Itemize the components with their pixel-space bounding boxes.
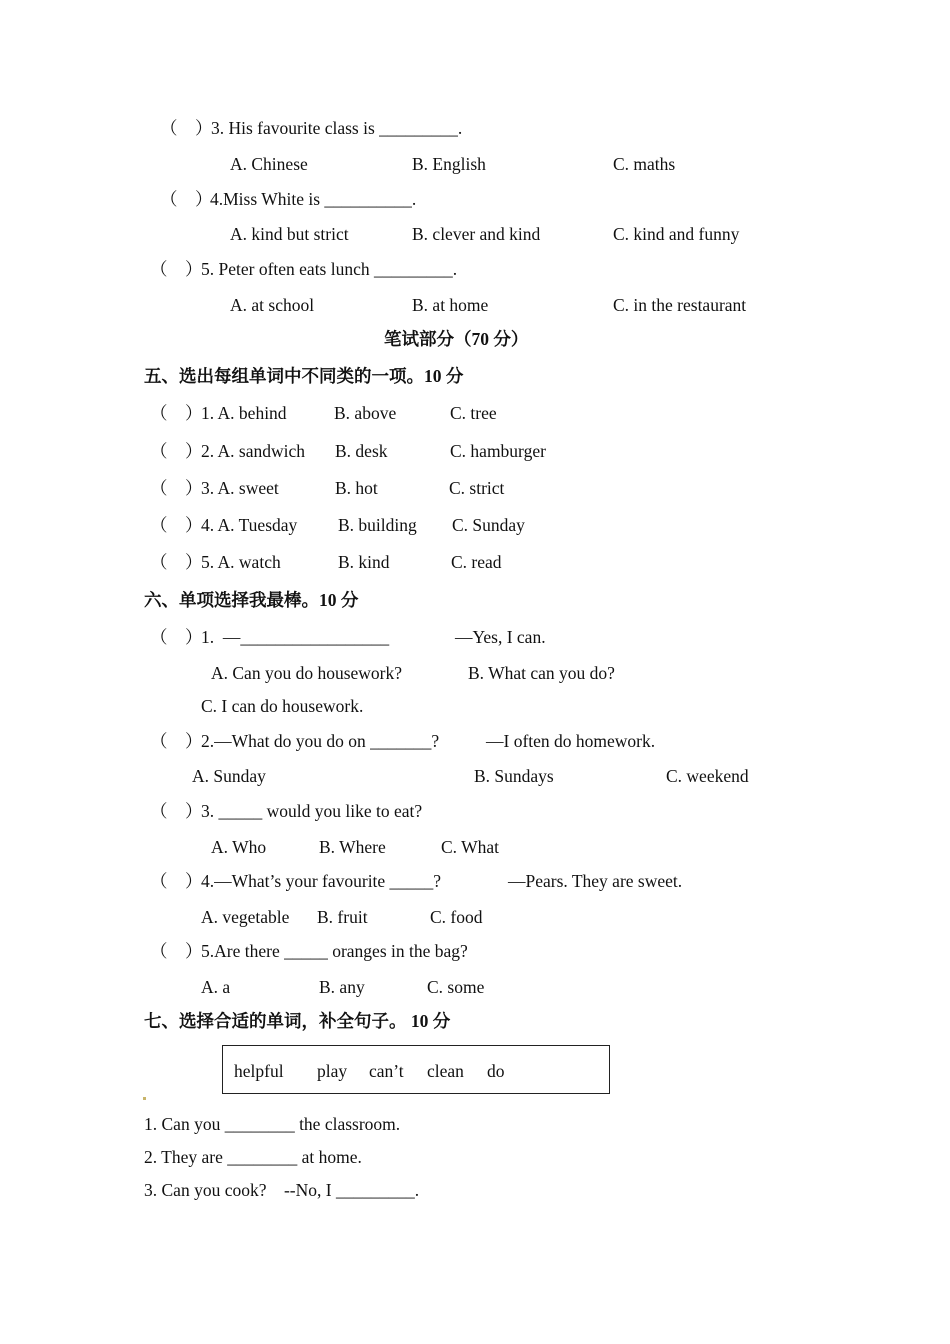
question-stem: 2. A. sandwich <box>201 441 306 461</box>
fill-sentence: 2. They are ________ at home. <box>144 1147 362 1167</box>
question-paren: （ ） <box>150 403 203 423</box>
option-b: B. English <box>412 154 486 174</box>
option-a: A. at school <box>230 295 315 315</box>
question-paren: （ ） <box>150 871 203 891</box>
word-bank-word: can’t <box>369 1061 404 1081</box>
word-bank-word: clean <box>427 1061 464 1081</box>
question-paren: （ ） <box>150 801 203 821</box>
option-b: B. building <box>338 515 417 535</box>
option-b: B. What can you do? <box>468 663 615 683</box>
option-b: B. desk <box>335 441 388 461</box>
question-stem: 4. A. Tuesday <box>201 515 298 535</box>
word-bank-word: do <box>487 1061 505 1081</box>
question-paren: （ ） <box>150 441 203 461</box>
option-c: C. I can do housework. <box>201 696 364 716</box>
option-c: C. read <box>451 552 502 572</box>
option-a: A. Sunday <box>192 766 266 786</box>
option-b: B. hot <box>335 478 378 498</box>
option-a: A. Can you do housework? <box>211 663 403 683</box>
question-stem: 4.Miss White is __________. <box>210 189 417 209</box>
question-stem: 4.—What’s your favourite _____? <box>201 871 442 891</box>
word-bank-word: play <box>317 1061 348 1081</box>
option-c: C. What <box>441 837 500 857</box>
question-paren: （ ） <box>150 627 203 647</box>
question-paren: （ ） <box>160 118 213 138</box>
question-stem: 3. A. sweet <box>201 478 279 498</box>
option-b: B. any <box>319 977 365 997</box>
question-stem: 3. His favourite class is _________. <box>211 118 463 138</box>
option-b: B. clever and kind <box>412 224 541 244</box>
option-b: B. fruit <box>317 907 368 927</box>
option-b: B. Where <box>319 837 386 857</box>
option-a: A. kind but strict <box>230 224 349 244</box>
question-paren: （ ） <box>150 552 203 572</box>
question-paren: （ ） <box>150 259 203 279</box>
question-stem: 5. Peter often eats lunch _________. <box>201 259 458 279</box>
option-c: C. in the restaurant <box>613 295 747 315</box>
option-c: C. hamburger <box>450 441 546 461</box>
question-paren: （ ） <box>160 189 213 209</box>
option-a: A. Who <box>211 837 267 857</box>
stray-mark <box>143 1097 146 1100</box>
word-bank-word: helpful <box>234 1061 284 1081</box>
option-c: C. weekend <box>666 766 749 786</box>
question-stem: 3. _____ would you like to eat? <box>201 801 423 821</box>
option-b: B. kind <box>338 552 390 572</box>
option-c: C. Sunday <box>452 515 525 535</box>
question-paren: （ ） <box>150 731 203 751</box>
section-7-title: 七、选择合适的单词，补全句子。 10 分 <box>144 1011 451 1031</box>
option-b: B. at home <box>412 295 489 315</box>
written-part-title: 笔试部分（70 分） <box>384 329 529 349</box>
option-a: A. vegetable <box>201 907 290 927</box>
dialog-answer: —Yes, I can. <box>455 627 546 647</box>
fill-sentence: 1. Can you ________ the classroom. <box>144 1114 401 1134</box>
dialog-answer: —I often do homework. <box>486 731 656 751</box>
question-paren: （ ） <box>150 478 203 498</box>
option-b: B. Sundays <box>474 766 554 786</box>
question-stem: 1. —_________________ <box>201 627 390 647</box>
option-c: C. food <box>430 907 483 927</box>
fill-sentence: 3. Can you cook? --No, I _________. <box>144 1180 420 1200</box>
question-stem: 5. A. watch <box>201 552 281 572</box>
option-c: C. some <box>427 977 485 997</box>
option-a: A. a <box>201 977 231 997</box>
question-paren: （ ） <box>150 515 203 535</box>
question-paren: （ ） <box>150 941 203 961</box>
question-stem: 5.Are there _____ oranges in the bag? <box>201 941 468 961</box>
option-c: C. strict <box>449 478 505 498</box>
option-c: C. tree <box>450 403 497 423</box>
option-c: C. maths <box>613 154 676 174</box>
option-c: C. kind and funny <box>613 224 740 244</box>
option-a: A. Chinese <box>230 154 308 174</box>
section-6-title: 六、单项选择我最棒。10 分 <box>144 590 359 610</box>
option-b: B. above <box>334 403 397 423</box>
dialog-answer: —Pears. They are sweet. <box>508 871 683 891</box>
question-stem: 1. A. behind <box>201 403 287 423</box>
section-5-title: 五、选出每组单词中不同类的一项。10 分 <box>144 366 464 386</box>
question-stem: 2.—What do you do on _______? <box>201 731 440 751</box>
